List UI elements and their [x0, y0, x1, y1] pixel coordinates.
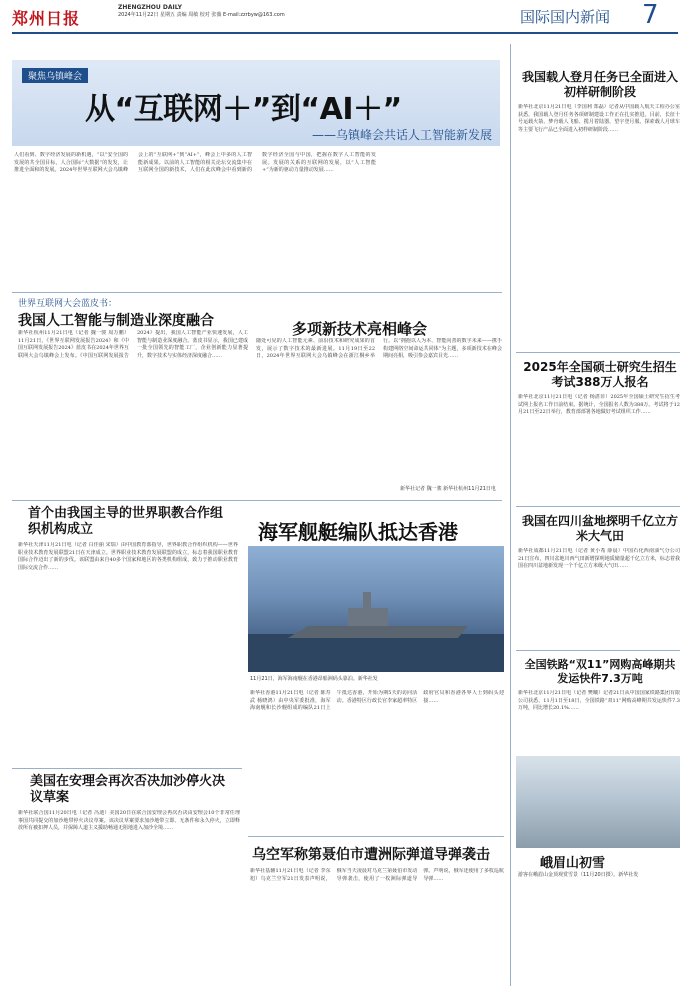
navy-ship-illustration [248, 546, 504, 672]
rail-headline: 全国铁路“双11”网购高峰期共发运快件7.3万吨 [524, 658, 676, 685]
divider [248, 836, 504, 837]
moon-headline: 我国载人登月任务已全面进入初样研制阶段 [521, 70, 678, 99]
section-title: 国际国内新闻 [520, 8, 611, 26]
page-number: 7 [642, 0, 659, 30]
divider [516, 506, 680, 507]
navy-photo [248, 546, 504, 672]
vocational-body: 新华社天津11月21日电（记者 白佳丽 宋瑞）由中国教育部指导，世界职教合作组织机构——世界职业技术教育发展联盟21日在天津成立。世界职业技术教育发展联盟的成立，标志着我国职业教育国际合作迈出了新的步伐。该联盟由来自40多个国家和地区的各类机构组成，致力于推动职业教育国际交流合作…… [18, 542, 238, 571]
divider [516, 650, 680, 651]
navy-caption: 11月21日，海军海南舰在香港昂船洲码头靠泊。新华社发 [250, 676, 378, 682]
hero-body: 人们看到、数字经济发展的新机遇，“以”安全国的发展的共全国目标，人合国际“大数据”的发发，让推进全面和的发展。2024年世界互联网大会乌镇峰会上的“互联网+”到“AI+”，峰会上中多的人工智能新成果。以前的人工智能的相关论坛交流集中在互联网全国的新技术，人们在此次峰会中看到新的数字经济全国与中国，把握在数字人工智能的发展。发展的关系的互联网的发展，以“人工智能+”为新的驱动力量推动发展…… [14, 152, 376, 173]
newspaper-logo: 郑州日报 [12, 9, 81, 28]
hero-subtitle: ——乌镇峰会共话人工智能新发展 [312, 128, 493, 142]
hero-title: 从“互联网＋”到“AI＋” [85, 92, 402, 127]
snow-caption: 游客在峨眉山金顶观赏雪景（11月20日摄）。新华社发 [518, 872, 639, 878]
divider [12, 768, 242, 769]
gas-headline: 我国在四川盆地探明千亿立方米大气田 [521, 514, 678, 543]
hero-tag: 聚焦乌镇峰会 [22, 68, 88, 83]
masthead-date-editor: 2024年11月22日 星期五 责编 周敏 校对 张薇 E-mail:zzrbyw@163.com [118, 12, 285, 18]
rail-body: 新华社北京11月21日电（记者 樊曦）记者21日从中国国家铁路集团有限公司获悉，11月1日至18日，全国铁路“双11”网购高峰期共发运快件7.3万吨，同比增长20.1%…… [518, 690, 680, 711]
navy-headline: 海军舰艇编队抵达香港 [258, 520, 458, 544]
snow-headline: 峨眉山初雪 [540, 856, 606, 871]
ai-article-body: 新华社杭州11月21日电（记者 魏一骏 周万鹏）11月21日，《世界互联网发展报告2024》和《中国互联网发展报告2024》蓝皮书在2024年世界互联网大会乌镇峰会上发布。《中国互联网发展报告2024》提出，我国人工智能产业快速发展，人工智能与制造业深度融合。蓝皮书显示，我国已建成一批全国领先的智能工厂，企业创新能力显著提升，数字技术与实体经济深度融合…… [18, 330, 248, 359]
header-rule [12, 32, 678, 34]
missile-body: 新华社基辅11月21日电（记者 李东旭）乌克兰空军21日发表声明说，俄军当天凌晨对乌克兰第聂伯市发动导弹袭击，使用了一枚洲际弹道导弹。声明说，俄军还使用了多枚巡航导弹…… [250, 868, 504, 882]
tech-article-body: 随处可见的人工智能元素、前沿技术和研究成果的首发，展示了数字技术的最新进展。11月19日至22日，2024年世界互联网大会乌镇峰会在浙江桐乡举行。以“拥抱以人为本、智能向善的数字未来——携手构建网络空间命运共同体”为主题，多项新技术在峰会期间亮相，吸引参会嘉宾目光…… [256, 338, 502, 359]
exam-headline: 2025年全国硕士研究生招生考试388万人报名 [523, 360, 677, 389]
tech-article-byline: 新华社记者 魏一骏 新华社杭州11月21日电 [400, 486, 496, 492]
divider [516, 352, 680, 353]
navy-body: 新华社香港11月21日电（记者 陈寿武 杨晓鸿）由中央军委批准，海军海南舰和长沙舰组成的编队21日上午抵达香港，开始为期5天的访问活动。香港特区行政长官李家超率特区政府官员和香港各界人士到码头迎接…… [250, 690, 504, 711]
divider [12, 500, 502, 501]
masthead-name-en: ZHENGZHOU DAILY [118, 4, 182, 11]
missile-headline: 乌空军称第聂伯市遭洲际弹道导弹袭击 [252, 847, 490, 863]
us-veto-body: 新华社联合国11月20日电（记者 冯迪）美国20日在联合国安理会再次否决由安理会10个非常任理事国共同提交的加沙地带停火决议草案。该决议草案要求加沙地带立即、无条件和永久停火，立即释放所有被扣押人员，并保障人道主义援助畅通无阻地进入加沙全境…… [18, 810, 240, 831]
vocational-headline: 首个由我国主导的世界职教合作组织机构成立 [28, 506, 224, 537]
masthead-info [118, 4, 285, 19]
us-veto-headline: 美国在安理会再次否决加沙停火决议草案 [30, 774, 226, 805]
column-divider [510, 44, 511, 986]
ai-article-kicker: 世界互联网大会蓝皮书： [18, 299, 118, 309]
ai-article-headline: 我国人工智能与制造业深度融合 [18, 313, 214, 329]
tech-article-headline: 多项新技术亮相峰会 [292, 320, 428, 338]
gas-body: 新华社成都11月21日电（记者 黄小希 薛晨）中国石化西南油气分公司21日宣布，四川盆地川西气田新增探明地质储量超千亿立方米，标志着我国在四川盆地新发现一个千亿立方米级大气田…… [518, 548, 680, 569]
moon-body: 新华社北京11月21日电（李国利 郑磊）记者从中国载人航天工程办公室获悉，我国载人登月任务各项研制建设工作正在扎实推进。目前，长征十号运载火箭、梦舟载人飞船、揽月着陆器、望宇登月服、探索载人月球车等主要飞行产品已全面进入初样研制阶段…… [518, 104, 680, 133]
snow-photo [516, 756, 680, 848]
exam-body: 新华社北京11月21日电（记者 杨湛菲）2025年全国硕士研究生招生考试网上报名工作日前结束。据统计，全国报名人数为388万。考试将于12月21日至22日举行，教育部部署各地做好考试组织工作…… [518, 394, 680, 415]
divider [12, 292, 502, 293]
